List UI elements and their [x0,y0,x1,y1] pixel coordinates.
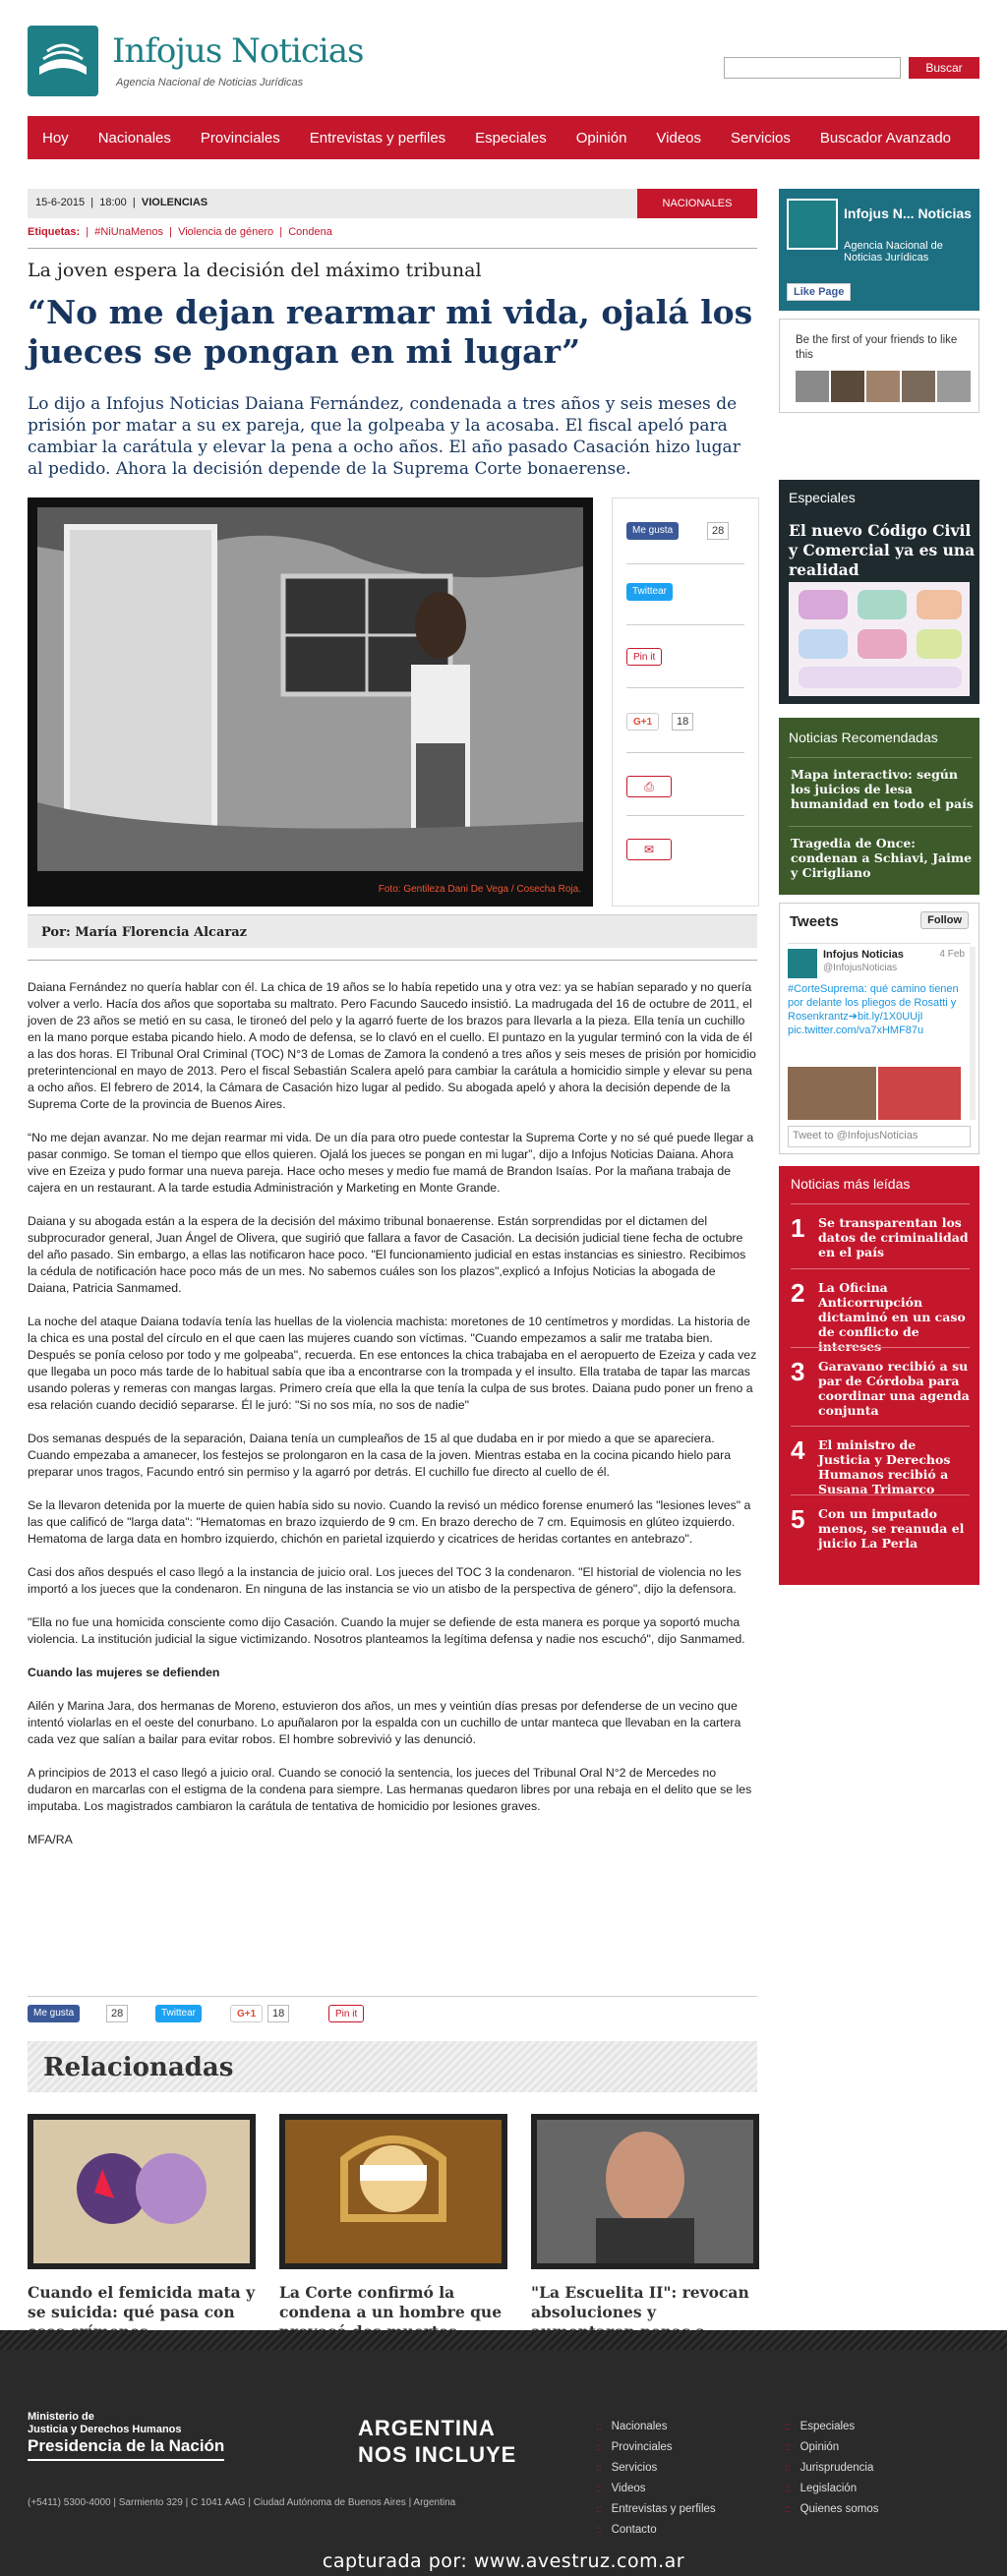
nav-item[interactable]: Buscador Avanzado [819,129,952,146]
scrollbar[interactable] [970,947,976,1120]
facebook-like-button[interactable]: Me gusta [626,522,679,540]
tag-link[interactable]: Violencia de género [178,226,274,238]
related-caption[interactable]: La Corte confirmó la condena a un hombre que [279,2283,503,2321]
divider [28,960,757,961]
article-paragraph: Dos semanas después de la separación, Daiana tenía un cumpleaños de 15 al que dudaba en ir por miedo a que se apareciera. Cuando empezaba a amanecer, los festejos se prolongaron en la casa de la joven. Mientras estaba en la cocina picando hielo para preparar unos tragos, Facundo entró sin permiso y la agarró por detrás. El cuchillo fue directo al cuello de él. [28,1432,732,1479]
rank-number: 2 [791,1278,805,1308]
most-read-item[interactable]: Se transparentan los datos de criminalidad en el país [818,1215,969,1259]
footer-link[interactable]: :: Contacto [596,2520,716,2541]
divider [789,826,972,827]
photo-credit: Foto: Gentileza Dani De Vega / Cosecha Roja. [378,884,581,895]
brand-second: Noticias [231,31,364,71]
twitter-follow-button[interactable]: Follow [920,911,969,929]
ministry-name: Ministerio de Justicia y Derechos Humanos [28,2411,182,2435]
tweet-image[interactable] [878,1067,961,1120]
most-read-item[interactable]: Garavano recibió a su par de Córdoba para coordinar una agenda conjunta [818,1359,970,1418]
article-lead: Lo dijo a Infojus Noticias Daiana Fernández, condenada a tres años y seis meses de prisión por matar a su ex pareja, que la golpeaba y la acosaba. El fiscal apeló para cambiar la carátula y elevar la pena a ocho años. El año pasado Casación hizo lugar al pedido. Ahora la decisión depende de la Suprema Corte bonaerense. [28,394,740,479]
tweet-button[interactable]: Twittear [155,2005,202,2022]
divider [791,1347,970,1348]
nav-item[interactable]: Videos [656,129,702,146]
footer-links-2 [785,2417,878,2520]
article-subhead: Cuando las mujeres se defienden [28,1666,220,1679]
footer-link[interactable]: :: Nacionales [596,2417,716,2437]
rank-number: 5 [791,1504,805,1534]
article-paragraph: Daiana Fernández no quería hablar con él. La chica de 19 años se lo había repetido una y otra vez: ya se habían separado y no quería volver a verlo. Hacía dos años que soportaba su maltrato. Pero Facundo Saucedo insistió. La madrugada del 16 de octubre de 2011, el joven de 23 años se metió en su casa, le tironeó del pelo y la agarró fuerte de los brazos para llevarla a la pieza. Ella tenía un cuchillo en la mano porque estaba picando hielo. A modo de defensa, se lo clavó en el cuello. El puntazo en la yugular terminó con la vida de él a las dos horas. El Tribunal Oral Criminal (TOC) N°3 de Lomas de Zamora la condenó a tres años y seis meses de prisión por homicidio preterintencional en mayo de 2013. Pero el fiscal Sebastián Scalera apeló para cambiar la carátula a homicidio simple y elevar su pena a ocho años. El febrero de 2014, la Cámara de Casación hizo lugar al pedido. Su abogada apeló y ahora la decisión depende de la Suprema Corte de la provincia de Buenos Aires. [28,980,756,1111]
related-item[interactable] [531,2114,759,2362]
twitter-heading: Tweets [790,913,839,930]
article-paragraph: Daiana y su abogada están a la espera de la decisión del máximo tribunal bonaerense. Están sorprendidas por el dictamen del subprocurador general, Juan Ángel de Olivera, que sugirió que fallara a favor de Casación. La decisión judicial tiene fecha de octubre del año pasado. Sin embargo, a ellas las notificaron hace poco. "El funcionamiento judicial en estas instancias es siniestro. Recibimos la cédula de notificación hace poco más de un mes. No sabemos cuáles son los plazos",explicó a Infojus Noticias la abogada de Daiana, Patricia Sanmamed. [28,1214,746,1295]
pinit-button[interactable]: Pin it [626,648,662,666]
friend-avatar[interactable] [866,371,900,402]
divider [791,1203,970,1204]
brand-name[interactable] [112,31,364,71]
article-paragraph: La noche del ataque Daiana todavía tenía las huellas de la violencia machista: moretones de 10 centímetros y mordidas. La historia de la chica es una postal del círculo en el que caen las mujeres cuando son víctimas. "Cuando empezamos a salir me trataba bien. Después se ponía celoso por todo y me golpeaba", recuerda. En ese entonces la chica trabajaba en el aeropuerto de Ezeiza y cada vez que llegaba un poco más tarde de lo habitual sabía que iba a encontrarse con la trompada y el insulto. Ella trataba de tapar las marcas usando poleras y remeras con mangas largas. Primero creía que ella la que tenía la culpa de sus brotes. Daiana pudo poner un freno a esa relación cuando decidió separarse. Él le juró: "Si no sos mía, no sos de nadie" [28,1315,757,1412]
pinit-button[interactable]: Pin it [328,2005,364,2022]
article-image [37,507,583,871]
divider [626,815,744,816]
related-image[interactable] [28,2114,256,2269]
nav-item[interactable]: Provinciales [200,129,280,146]
article-paragraph: Se la llevaron detenida por la muerte de quien había sido su novio. Cuando la revisó un médico forense enumeró las "lesiones leves" a las que calificó de "larga data": "Hematomas en brazo izquierdo de 9 cm. En brazo derecho de 7 cm. Equimosis en glúteo izquierdo. Hematoma de larga data en hombro izquierdo, chichón en parietal izquierdo y cicatrices de heridas cortantes en antebrazo". [28,1498,751,1546]
divider [789,757,972,758]
facebook-friends-box [779,319,979,413]
main-nav [28,116,979,159]
facebook-like-button[interactable]: Me gusta [28,2005,80,2022]
friend-avatar[interactable] [831,371,864,402]
related-item[interactable] [279,2114,507,2342]
tweet-handle[interactable]: @InfojusNoticias [823,963,898,973]
print-icon[interactable]: ⎙ [626,776,672,797]
argentina-line: ARGENTINA [358,2416,496,2440]
footer-link[interactable]: :: Servicios [596,2458,716,2479]
article-headline: “No me dejan rearmar mi vida, ojalá los jueces se pongan en mi lugar” [28,293,753,371]
article-time: 18:00 [99,197,127,208]
divider [626,687,744,688]
related-title: Relacionadas [43,2053,234,2082]
nav-item[interactable]: Entrevistas y perfiles [309,129,446,146]
facebook-widget [779,189,979,311]
footer-link[interactable]: :: Legislación [785,2479,878,2499]
especiales-heading: Especiales [789,490,856,505]
related-image[interactable] [531,2114,759,2269]
friends-text: Be the first of your friends to like this [796,334,958,361]
especiales-widget [779,480,979,704]
article-paragraph: A principios de 2013 el caso llegó a juicio oral. Cuando se conoció la sentencia, los jueces del Tribunal Oral N°2 de Mercedes no dudaron en marcarlas con el estigma de la condena para siempre. Las hermanas quedaron libres por una rebaja en el delito que se les imputaba. Los magistrados cambiaron la carátula de tentativa de homicidio por lesiones graves. [28,1766,752,1813]
footer-link[interactable]: :: Jurisprudencia [785,2458,878,2479]
tweet-text[interactable]: #CorteSuprema: qué camino tienen por delante los pliegos de Rosatti y Rosenkrantz➔bit.ly/1X0UUjI pic.twitter.com/va7xHMF87u [788,983,959,1036]
gplus-button[interactable]: G+1 [626,713,659,731]
footer-link[interactable]: :: Entrevistas y perfiles [596,2499,716,2520]
divider [28,248,757,249]
facebook-page-subtitle: Agencia Nacional de Noticias Jurídicas [844,240,943,263]
friend-avatar[interactable] [937,371,971,402]
divider [626,624,744,625]
brand-subtitle: Agencia Nacional de Noticias Jurídicas [116,77,304,88]
friend-avatar[interactable] [796,371,829,402]
search-input[interactable] [724,57,901,79]
article-date: 15-6-2015 [35,197,86,208]
tag-link[interactable]: #NiUnaMenos [94,226,163,238]
nav-item[interactable]: Servicios [731,129,791,146]
twitter-widget [779,903,979,1154]
like-count: 28 [707,522,729,540]
article-paragraph: "Ella no fue una homicida consciente como dijo Casación. Cuando la mujer se defiende de esta manera es porque ya soportó mucha violencia. La institución judicial la sigue victimizando. Nosotros planteamos la legítima defensa y nadie nos escuchó", dijo Sanmamed. [28,1615,745,1646]
friend-avatar[interactable] [902,371,935,402]
most-read-item[interactable]: Con un imputado menos, se reanuda el juicio La Perla [818,1506,965,1551]
site-header [28,22,979,100]
divider [791,1426,970,1427]
tweet-author[interactable]: Infojus Noticias [823,949,904,961]
divider [626,752,744,753]
article-photo [28,498,593,907]
footer-link[interactable]: :: Videos [596,2479,716,2499]
tags-label: Etiquetas: [28,226,81,238]
nav-item[interactable]: Especiales [475,129,547,146]
article-meta-bar: 15-6-2015 | 18:00 | VIOLENCIAS NACIONALES [28,189,757,218]
argentina-logo[interactable] [358,2415,516,2468]
article-paragraph: Casi dos años después el caso llegó a la instancia de juicio oral. Los jueces del TOC 3 la condenaron. "El historial de violencia no les importó a los jueces que la condenaron. En ninguna de las instancia se vio un atisbo de la perspectiva de género", dijo la defensora. [28,1565,741,1596]
article-paragraph: Ailén y Marina Jara, dos hermanas de Moreno, estuvieron dos años, un mes y veintiún días presas por defenderse de un vecino que intentó violarlas en el oeste del conurbano. Lo apuñalaron por la espalda con un cuchillo de untar manteca que llevaban en la cartera cada vez que salían a bailar para evitar robos. El hombre sobrevivió y las denunció. [28,1699,741,1746]
recommended-heading: Noticias Recomendadas [789,730,938,745]
gplus-button[interactable]: G+1 [230,2005,263,2022]
divider [626,563,744,564]
footer-address: (+5411) 5300-4000 | Sarmiento 329 | C 1041 AAG | Ciudad Autónoma de Buenos Aires | Argentina [28,2497,456,2508]
gplus-count: 18 [672,713,693,731]
bottom-share-bar [28,1996,757,2025]
footer-link[interactable]: :: Quienes somos [785,2499,878,2520]
rank-number: 3 [791,1357,805,1386]
email-icon[interactable]: ✉ [626,839,672,860]
most-read-item[interactable]: El ministro de Justicia y Derechos Humanos recibió a Susana Trimarco [818,1437,951,1496]
author-bar [28,914,757,948]
footer-pattern [0,2330,1007,2350]
related-caption[interactable]: "La Escuelita II": revocan absoluciones y [531,2283,749,2321]
presidencia-logo[interactable]: Presidencia de la Nación [28,2436,224,2461]
article-signature: MFA/RA [28,1833,73,1846]
related-item[interactable] [28,2114,256,2342]
capture-credit: capturada por: www.avestruz.com.ar [322,2550,685,2572]
most-read-widget [779,1166,979,1585]
search-button[interactable]: Buscar [909,57,979,79]
section-tag[interactable]: NACIONALES [637,189,757,218]
divider [788,943,971,944]
argentina-line: NOS INCLUYE [358,2442,517,2467]
recommended-item[interactable]: Mapa interactivo: según los juicios de lesa humanidad en todo el país [791,767,974,811]
especiales-image[interactable] [789,582,970,696]
related-image[interactable] [279,2114,507,2269]
recommended-item[interactable]: Tragedia de Once: condenan a Schiavi, Jaime y Cirigliano [791,836,973,880]
share-column [612,498,759,907]
brand-first: Infojus [112,31,222,71]
footer-links-1 [596,2417,716,2541]
article-body [28,979,757,1865]
article-author: Por: María Florencia Alcaraz [41,925,248,940]
nav-item[interactable]: Nacionales [97,129,171,146]
avatar[interactable] [788,949,817,978]
most-read-item[interactable]: La Oficina Anticorrupción dictaminó en un caso de conflicto de intereses [818,1280,966,1354]
rank-number: 4 [791,1435,805,1465]
tweet-to-input[interactable]: Tweet to @InfojusNoticias [788,1126,971,1147]
article-paragraph: “No me dejan avanzar. No me dejan rearmar mi vida. De un día para otro puede contestar la Suprema Corte y no sé qué puede llegar a pasar conmigo. Se toman el tiempo que ellos quieren. Ojalá los jueces se pongan en mi lugar”, dijo a Infojus Noticias Daiana. Ahora vive en Ezeiza y pudo formar una nueva pareja. Hace ocho meses y medio fue mamá de Brandon Isaías. Por la mañana trabaja de cajera en un restaurant. A la tarde estudia Administración y Marketing en Monte Grande. [28,1131,754,1195]
related-header [28,2041,757,2092]
tweet-button[interactable]: Twittear [626,583,673,601]
divider [791,1268,970,1269]
divider [791,1494,970,1495]
article-category[interactable]: VIOLENCIAS [141,197,208,208]
nav-item[interactable]: Opinión [575,129,627,146]
most-read-heading: Noticias más leídas [791,1176,911,1192]
footer-link[interactable]: :: Especiales [785,2417,878,2437]
tweet-image[interactable] [788,1067,876,1120]
tag-link[interactable]: Condena [288,226,332,238]
especiales-title[interactable]: El nuevo Código Civil y Comercial ya es una realidad [789,521,976,579]
footer-link[interactable]: :: Opinión [785,2437,878,2458]
site-logo[interactable] [28,26,98,96]
recommended-widget [779,718,979,895]
footer-link[interactable]: :: Provinciales [596,2437,716,2458]
related-caption[interactable]: Cuando el femicida mata y se suicida: qué pasa con [28,2283,256,2321]
like-count: 28 [106,2005,128,2022]
tweet-date[interactable]: 4 Feb [939,949,965,960]
tags-row: Etiquetas: | #NiUnaMenos | Violencia de género | Condena [28,226,332,238]
nav-item[interactable]: Hoy [42,129,69,146]
article-kicker: La joven espera la decisión del máximo tribunal [28,260,482,281]
facebook-page-title[interactable]: Infojus N... Noticias [844,205,972,221]
facebook-page-logo[interactable] [787,199,838,250]
book-icon [35,33,90,88]
rank-number: 1 [791,1213,805,1243]
facebook-like-page-button[interactable]: Like Page [787,283,851,301]
gplus-count: 18 [267,2005,289,2022]
